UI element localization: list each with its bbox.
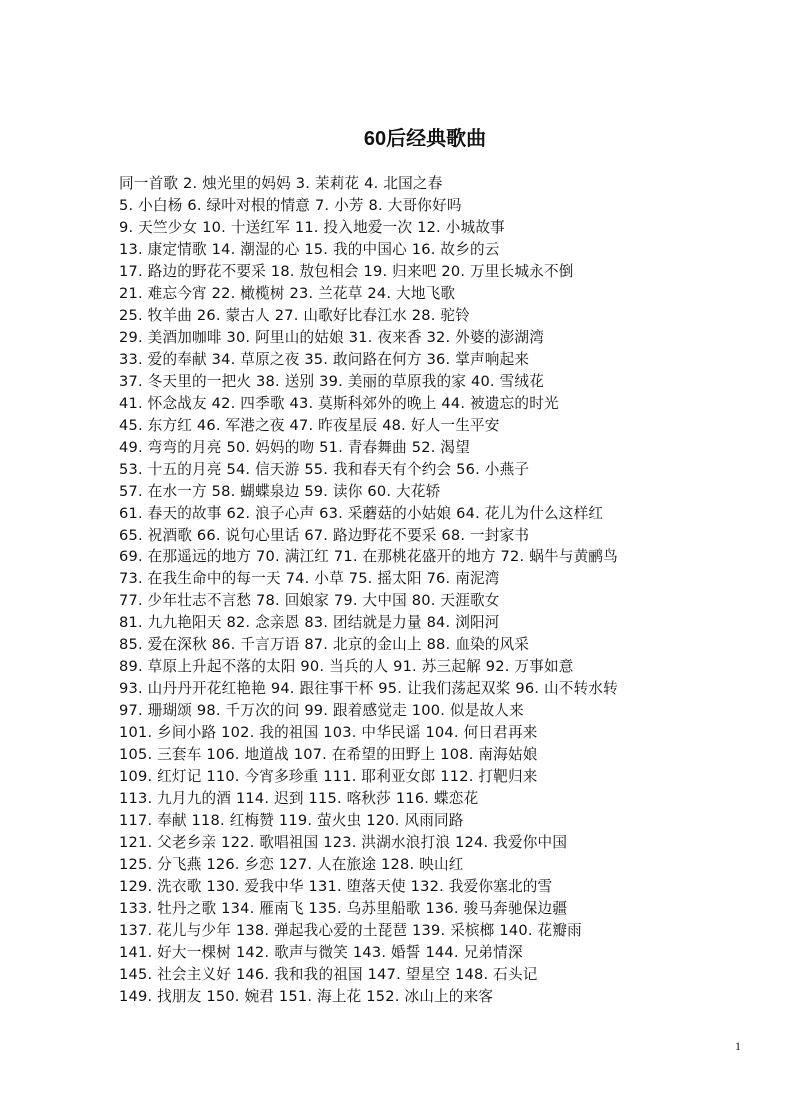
song-list-line: 105. 三套车 106. 地道战 107. 在希望的田野上 108. 南海姑娘 xyxy=(119,746,538,764)
page-number: 1 xyxy=(735,1039,741,1053)
song-list-line: 25. 牧羊曲 26. 蒙古人 27. 山歌好比春江水 28. 驼铃 xyxy=(119,306,471,324)
song-list-line: 29. 美酒加咖啡 30. 阿里山的姑娘 31. 夜来香 32. 外婆的澎湖湾 xyxy=(119,328,544,346)
song-list-line: 117. 奉献 118. 红梅赞 119. 萤火虫 120. 风雨同路 xyxy=(119,812,464,830)
song-list-line: 41. 怀念战友 42. 四季歌 43. 莫斯科郊外的晚上 44. 被遗忘的时光 xyxy=(119,394,559,412)
song-list-line: 109. 红灯记 110. 今宵多珍重 111. 耶利亚女郎 112. 打靶归来 xyxy=(119,768,538,786)
song-list-line: 37. 冬天里的一把火 38. 送别 39. 美丽的草原我的家 40. 雪绒花 xyxy=(119,372,544,390)
song-list-line: 137. 花儿与少年 138. 弹起我心爱的土琵琶 139. 采槟榔 140. 花瓣雨 xyxy=(119,921,582,939)
song-list-line: 53. 十五的月亮 54. 信天游 55. 我和春天有个约会 56. 小燕子 xyxy=(119,460,530,478)
song-list-line: 85. 爱在深秋 86. 千言万语 87. 北京的金山上 88. 血染的风采 xyxy=(119,636,530,654)
song-list-line: 145. 社会主义好 146. 我和我的祖国 147. 望星空 148. 石头记 xyxy=(119,965,538,983)
song-list xyxy=(119,173,618,1008)
song-list-line: 81. 九九艳阳天 82. 念亲恩 83. 团结就是力量 84. 浏阳河 xyxy=(119,614,500,632)
song-list-line: 73. 在我生命中的每一天 74. 小草 75. 摇太阳 76. 南泥湾 xyxy=(119,570,500,588)
song-list-line: 9. 天竺少女 10. 十送红军 11. 投入地爱一次 12. 小城故事 xyxy=(119,218,505,236)
song-list-line: 同一首歌 2. 烛光里的妈妈 3. 茉莉花 4. 北国之春 xyxy=(119,175,443,192)
song-list-line: 97. 珊瑚颂 98. 千万次的问 99. 跟着感觉走 100. 似是故人来 xyxy=(119,702,524,720)
song-list-line: 65. 祝酒歌 66. 说句心里话 67. 路边野花不要采 68. 一封家书 xyxy=(119,526,530,544)
song-list-line: 101. 乡间小路 102. 我的祖国 103. 中华民谣 104. 何日君再来 xyxy=(119,724,538,742)
song-list-line: 77. 少年壮志不言愁 78. 回娘家 79. 大中国 80. 天涯歌女 xyxy=(119,592,500,610)
song-list-line: 89. 草原上升起不落的太阳 90. 当兵的人 91. 苏三起解 92. 万事如意 xyxy=(119,658,574,676)
song-list-line: 33. 爱的奉献 34. 草原之夜 35. 敢问路在何方 36. 掌声响起来 xyxy=(119,350,530,368)
song-list-line: 133. 牡丹之歌 134. 雁南飞 135. 乌苏里船歌 136. 骏马奔驰保边疆 xyxy=(119,899,568,917)
song-list-line: 121. 父老乡亲 122. 歌唱祖国 123. 洪湖水浪打浪 124. 我爱你中国 xyxy=(119,834,568,852)
document-title: 60后经典歌曲 xyxy=(363,128,487,150)
song-list-line: 49. 弯弯的月亮 50. 妈妈的吻 51. 青春舞曲 52. 渴望 xyxy=(119,438,471,456)
song-list-line: 57. 在水一方 58. 蝴蝶泉边 59. 读你 60. 大花轿 xyxy=(119,482,441,500)
song-list-line: 141. 好大一棵树 142. 歌声与微笑 143. 婚誓 144. 兄弟情深 xyxy=(119,943,523,961)
song-list-line: 5. 小白杨 6. 绿叶对根的情意 7. 小芳 8. 大哥你好吗 xyxy=(119,196,462,214)
song-list-line: 125. 分飞燕 126. 乡恋 127. 人在旅途 128. 映山红 xyxy=(119,856,464,874)
song-list-line: 45. 东方红 46. 军港之夜 47. 昨夜星辰 48. 好人一生平安 xyxy=(119,416,500,434)
song-list-line: 61. 春天的故事 62. 浪子心声 63. 采蘑菇的小姑娘 64. 花儿为什么这样红 xyxy=(119,504,604,522)
song-list-line: 129. 洗衣歌 130. 爱我中华 131. 堕落天使 132. 我爱你塞北的雪 xyxy=(119,878,553,895)
song-list-line: 93. 山丹丹开花红艳艳 94. 跟往事干杯 95. 让我们荡起双桨 96. 山不转水转 xyxy=(119,680,618,698)
song-list-line: 13. 康定情歌 14. 潮湿的心 15. 我的中国心 16. 故乡的云 xyxy=(119,240,500,258)
song-list-line: 149. 找朋友 150. 婉君 151. 海上花 152. 冰山上的来客 xyxy=(119,987,494,1005)
song-list-line: 113. 九月九的酒 114. 迟到 115. 喀秋莎 116. 蝶恋花 xyxy=(119,790,479,808)
song-list-line: 69. 在那遥远的地方 70. 满江红 71. 在那桃花盛开的地方 72. 蜗牛与黄鹂鸟 xyxy=(119,548,618,566)
song-list-line: 21. 难忘今宵 22. 橄榄树 23. 兰花草 24. 大地飞歌 xyxy=(119,284,456,302)
song-list-line: 17. 路边的野花不要采 18. 敖包相会 19. 归来吧 20. 万里长城永不倒 xyxy=(119,262,574,280)
